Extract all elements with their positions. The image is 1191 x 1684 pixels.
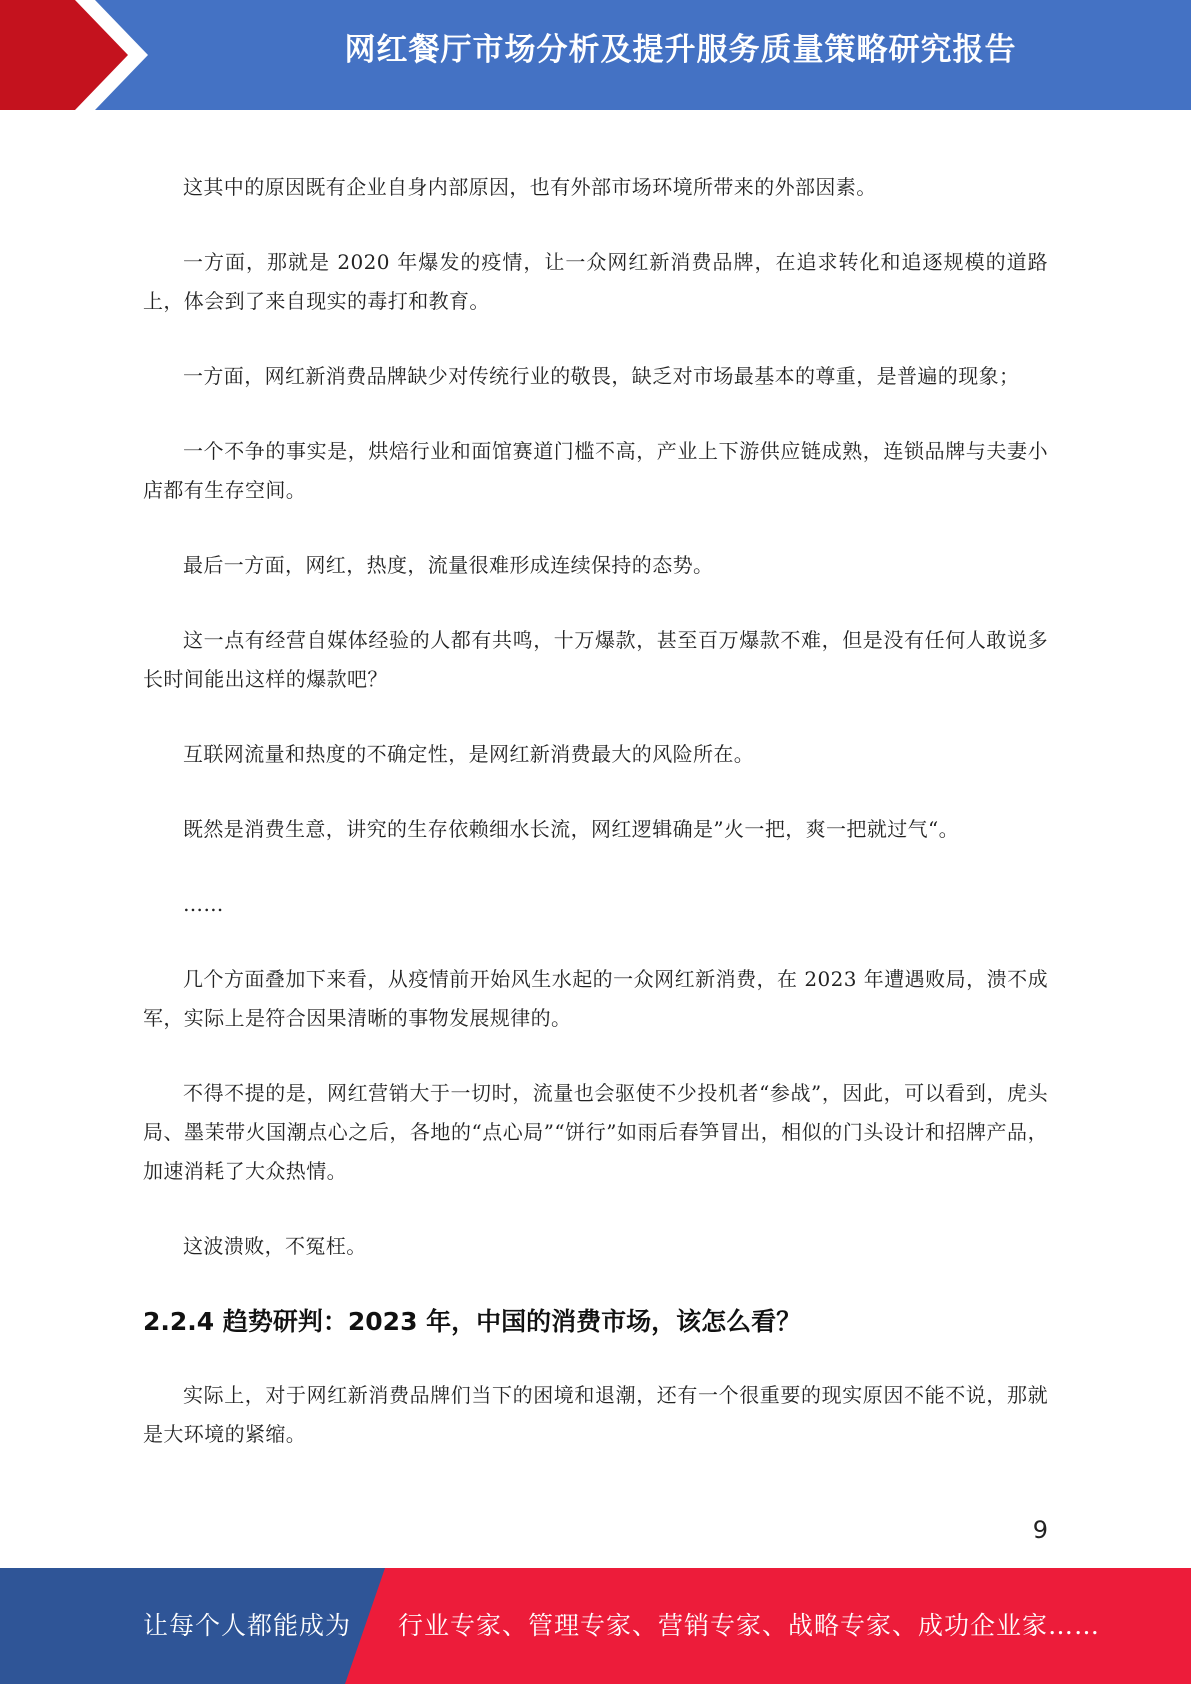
paragraph: 几个方面叠加下来看，从疫情前开始风生水起的一众网红新消费，在 2023 年遭遇败局，溃不成军，实际上是符合因果清晰的事物发展规律的。 [143, 967, 1048, 1030]
paragraph: 一个不争的事实是，烘焙行业和面馆赛道门槛不高，产业上下游供应链成熟，连锁品牌与夫妻小店都有生存空间。 [143, 439, 1048, 502]
section-heading: 2.2.4 趋势研判：2023 年，中国的消费市场，该怎么看？ [143, 1307, 802, 1336]
header-banner [0, 0, 1191, 110]
paragraph: 实际上，对于网红新消费品牌们当下的困境和退潮，还有一个很重要的现实原因不能不说，那就是大环境的紧缩。 [143, 1383, 1048, 1446]
paragraph: 一方面，那就是 2020 年爆发的疫情，让一众网红新消费品牌，在追求转化和追逐规模的道路上，体会到了来自现实的毒打和教育。 [143, 250, 1048, 313]
document-title: 网红餐厅市场分析及提升服务质量策略研究报告 [344, 32, 1017, 68]
footer-banner [0, 1568, 1191, 1684]
document-body [143, 168, 1048, 1490]
paragraph: 这其中的原因既有企业自身内部原因，也有外部市场环境所带来的外部因素。 [183, 175, 877, 199]
paragraph: 最后一方面，网红，热度，流量很难形成连续保持的态势。 [183, 553, 714, 577]
paragraph: 既然是消费生意，讲究的生存依赖细水长流，网红逻辑确是”火一把，爽一把就过气“。 [183, 817, 960, 841]
paragraph: 不得不提的是，网红营销大于一切时，流量也会驱使不少投机者“参战”，因此，可以看到，虎头局、墨茉带火国潮点心之后，各地的“点心局”“饼行”如雨后春笋冒出，相似的门头设计和招牌产品，加速消耗了大众热情。 [143, 1081, 1048, 1183]
footer-slogan-right: 行业专家、管理专家、营销专家、战略专家、成功企业家…… [398, 1611, 1101, 1640]
paragraph: 这一点有经营自媒体经验的人都有共鸣，十万爆款，甚至百万爆款不难，但是没有任何人敢说多长时间能出这样的爆款吧？ [143, 628, 1048, 691]
ellipsis-paragraph: …… [183, 892, 224, 916]
page-number: 9 [1032, 1516, 1048, 1544]
paragraph: 一方面，网红新消费品牌缺少对传统行业的敬畏，缺乏对市场最基本的尊重，是普遍的现象； [183, 364, 1020, 388]
footer-slogan-left: 让每个人都能成为 [143, 1611, 352, 1640]
paragraph: 这波溃败，不冤枉。 [183, 1234, 367, 1258]
paragraph: 互联网流量和热度的不确定性，是网红新消费最大的风险所在。 [183, 742, 755, 766]
